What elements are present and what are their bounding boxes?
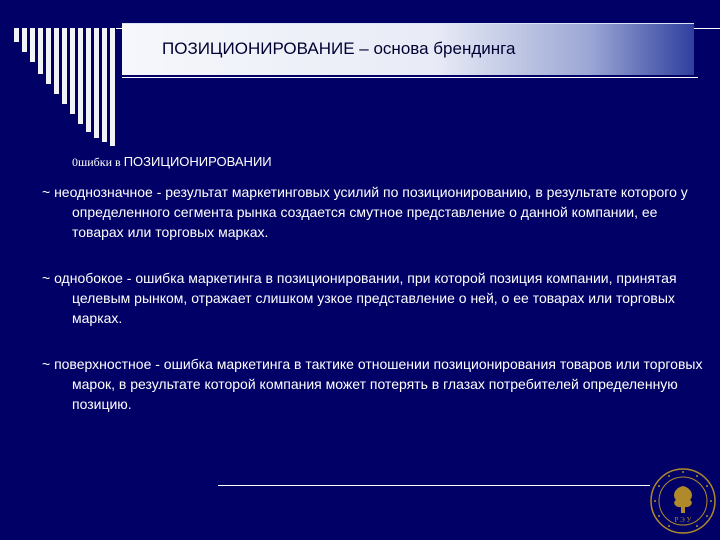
list-item: ~ однобокое - ошибка маркетинга в позиционировании, при которой позиция компании, принятая целевым рынком, отражает слишком узкое представление о ней, о ее товарах или торговых марках.	[42, 270, 677, 326]
university-seal-logo	[648, 466, 718, 536]
tree-emblem-icon	[674, 486, 692, 513]
list-item: ~ неоднозначное - результат маркетинговых усилий по позиционированию, в результате которого у определенного сегмента рынка создается смутное представление о данной компании, ее товарах или торговых марках.	[42, 184, 688, 240]
seal-initials: Р Э У	[674, 516, 692, 524]
slide-title: ПОЗИЦИОНИРОВАНИЕ – основа брендинга	[162, 39, 516, 58]
list-item: ~ поверхностное - ошибка маркетинга в тактике отношении позиционирования товаров или торговых марок, в результате которой компания может потерять в глазах потребителей определенную позицию.	[42, 356, 703, 412]
subheading	[72, 153, 272, 171]
title-underline	[122, 77, 698, 78]
subheading-prefix: 0шибки в	[72, 155, 124, 169]
footer-divider	[218, 485, 650, 486]
title-bar	[122, 23, 694, 75]
subheading-topic: ПОЗИЦИОНИРОВАНИИ	[123, 154, 272, 169]
error-list	[42, 182, 707, 440]
